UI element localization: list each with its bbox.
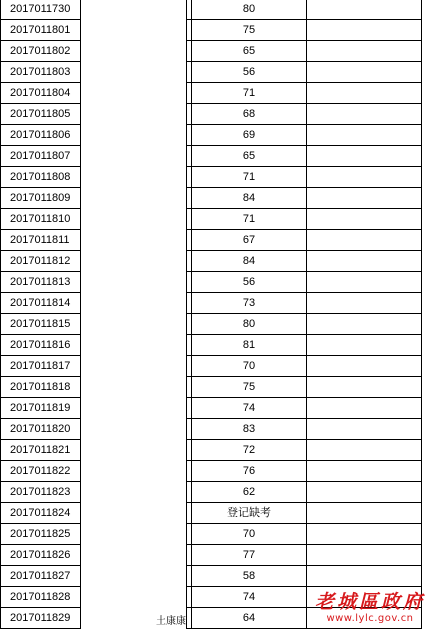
score-cell: 56 (192, 62, 307, 83)
table-row (1, 230, 422, 251)
candidate-id-cell: 2017011827 (1, 566, 81, 587)
score-cell: 73 (192, 293, 307, 314)
name-cell (81, 314, 187, 335)
table-row (1, 272, 422, 293)
candidate-id-cell: 2017011823 (1, 482, 81, 503)
name-cell (81, 230, 187, 251)
note-cell (307, 104, 422, 125)
name-cell (81, 188, 187, 209)
table-row (1, 125, 422, 146)
table-row (1, 41, 422, 62)
name-cell: 土康康 (81, 608, 187, 629)
note-cell (307, 0, 422, 20)
score-cell: 64 (192, 608, 307, 629)
score-cell: 68 (192, 104, 307, 125)
table-row (1, 188, 422, 209)
table-row (1, 293, 422, 314)
table-row (1, 335, 422, 356)
name-cell (81, 587, 187, 608)
watermark-title: 老城區政府 (314, 591, 425, 613)
note-cell (307, 482, 422, 503)
candidate-id-cell: 2017011806 (1, 125, 81, 146)
score-cell: 77 (192, 545, 307, 566)
candidate-id-cell: 2017011818 (1, 377, 81, 398)
note-cell (307, 167, 422, 188)
name-cell (81, 524, 187, 545)
score-cell: 71 (192, 83, 307, 104)
note-cell (307, 272, 422, 293)
note-cell (307, 293, 422, 314)
candidate-id-cell: 2017011825 (1, 524, 81, 545)
table-row (1, 545, 422, 566)
candidate-id-cell: 2017011811 (1, 230, 81, 251)
table-row (1, 167, 422, 188)
score-cell: 56 (192, 272, 307, 293)
score-cell: 76 (192, 461, 307, 482)
score-cell: 74 (192, 587, 307, 608)
table-row (1, 461, 422, 482)
table-row (1, 209, 422, 230)
candidate-id-cell: 2017011803 (1, 62, 81, 83)
score-cell: 80 (192, 314, 307, 335)
candidate-id-cell: 2017011804 (1, 83, 81, 104)
candidate-id-cell: 2017011815 (1, 314, 81, 335)
note-cell (307, 440, 422, 461)
score-cell: 71 (192, 167, 307, 188)
score-cell: 83 (192, 419, 307, 440)
name-cell (81, 0, 187, 20)
table-row (1, 503, 422, 524)
table-row (1, 104, 422, 125)
candidate-id-cell: 2017011822 (1, 461, 81, 482)
score-cell: 80 (192, 0, 307, 20)
score-cell: 72 (192, 440, 307, 461)
table-row (1, 587, 422, 608)
name-cell (81, 335, 187, 356)
note-cell (307, 398, 422, 419)
table-row (1, 83, 422, 104)
note-cell (307, 20, 422, 41)
note-cell (307, 419, 422, 440)
candidate-id-cell: 2017011802 (1, 41, 81, 62)
table-row (1, 608, 422, 629)
candidate-id-cell: 2017011813 (1, 272, 81, 293)
note-cell (307, 83, 422, 104)
candidate-id-cell: 2017011730 (1, 0, 81, 20)
candidate-id-cell: 2017011805 (1, 104, 81, 125)
name-cell (81, 251, 187, 272)
candidate-id-cell: 2017011814 (1, 293, 81, 314)
name-cell (81, 377, 187, 398)
note-cell (307, 251, 422, 272)
table-row (1, 20, 422, 41)
watermark-url: www.lylc.gov.cn (326, 613, 414, 624)
note-cell (307, 188, 422, 209)
score-cell: 65 (192, 41, 307, 62)
candidate-id-cell: 2017011809 (1, 188, 81, 209)
note-cell (307, 587, 422, 608)
note-cell (307, 356, 422, 377)
candidate-id-cell: 2017011817 (1, 356, 81, 377)
name-cell (81, 209, 187, 230)
note-cell (307, 545, 422, 566)
note-cell (307, 461, 422, 482)
score-cell: 登记缺考 (192, 503, 307, 524)
score-cell: 75 (192, 377, 307, 398)
score-table-body (1, 0, 422, 629)
note-cell (307, 524, 422, 545)
note-cell (307, 230, 422, 251)
candidate-id-cell: 2017011824 (1, 503, 81, 524)
candidate-id-cell: 2017011810 (1, 209, 81, 230)
name-cell (81, 62, 187, 83)
name-cell (81, 461, 187, 482)
name-cell (81, 482, 187, 503)
note-cell (307, 41, 422, 62)
table-row (1, 146, 422, 167)
name-cell (81, 419, 187, 440)
candidate-id-cell: 2017011819 (1, 398, 81, 419)
note-cell (307, 335, 422, 356)
candidate-id-cell: 2017011826 (1, 545, 81, 566)
candidate-id-cell: 2017011829 (1, 608, 81, 629)
score-cell: 58 (192, 566, 307, 587)
table-row (1, 524, 422, 545)
name-cell (81, 125, 187, 146)
name-cell (81, 272, 187, 293)
name-cell (81, 83, 187, 104)
table-row (1, 482, 422, 503)
score-cell: 62 (192, 482, 307, 503)
score-cell: 74 (192, 398, 307, 419)
score-cell: 70 (192, 356, 307, 377)
table-row (1, 62, 422, 83)
table-row (1, 398, 422, 419)
candidate-id-cell: 2017011820 (1, 419, 81, 440)
note-cell (307, 209, 422, 230)
name-cell (81, 566, 187, 587)
name-cell (81, 398, 187, 419)
score-cell: 65 (192, 146, 307, 167)
table-row (1, 356, 422, 377)
score-cell: 67 (192, 230, 307, 251)
note-cell (307, 146, 422, 167)
note-cell (307, 566, 422, 587)
table-row (1, 251, 422, 272)
note-cell (307, 503, 422, 524)
table-row (1, 377, 422, 398)
note-cell (307, 62, 422, 83)
candidate-id-cell: 2017011821 (1, 440, 81, 461)
score-cell: 69 (192, 125, 307, 146)
table-row (1, 440, 422, 461)
table-row (1, 419, 422, 440)
name-cell (81, 146, 187, 167)
note-cell (307, 608, 422, 629)
name-cell (81, 41, 187, 62)
score-cell: 81 (192, 335, 307, 356)
candidate-id-cell: 2017011801 (1, 20, 81, 41)
name-cell (81, 293, 187, 314)
name-cell (81, 20, 187, 41)
table-row (1, 0, 422, 20)
score-cell: 70 (192, 524, 307, 545)
table-row (1, 566, 422, 587)
name-cell (81, 440, 187, 461)
name-cell (81, 104, 187, 125)
score-cell: 84 (192, 251, 307, 272)
name-cell (81, 356, 187, 377)
name-cell (81, 545, 187, 566)
score-cell: 84 (192, 188, 307, 209)
name-cell (81, 167, 187, 188)
candidate-id-cell: 2017011808 (1, 167, 81, 188)
name-cell (81, 503, 187, 524)
candidate-id-cell: 2017011828 (1, 587, 81, 608)
score-cell: 75 (192, 20, 307, 41)
candidate-id-cell: 2017011807 (1, 146, 81, 167)
score-cell: 71 (192, 209, 307, 230)
candidate-id-cell: 2017011816 (1, 335, 81, 356)
note-cell (307, 377, 422, 398)
note-cell (307, 314, 422, 335)
note-cell (307, 125, 422, 146)
candidate-id-cell: 2017011812 (1, 251, 81, 272)
table-row (1, 314, 422, 335)
